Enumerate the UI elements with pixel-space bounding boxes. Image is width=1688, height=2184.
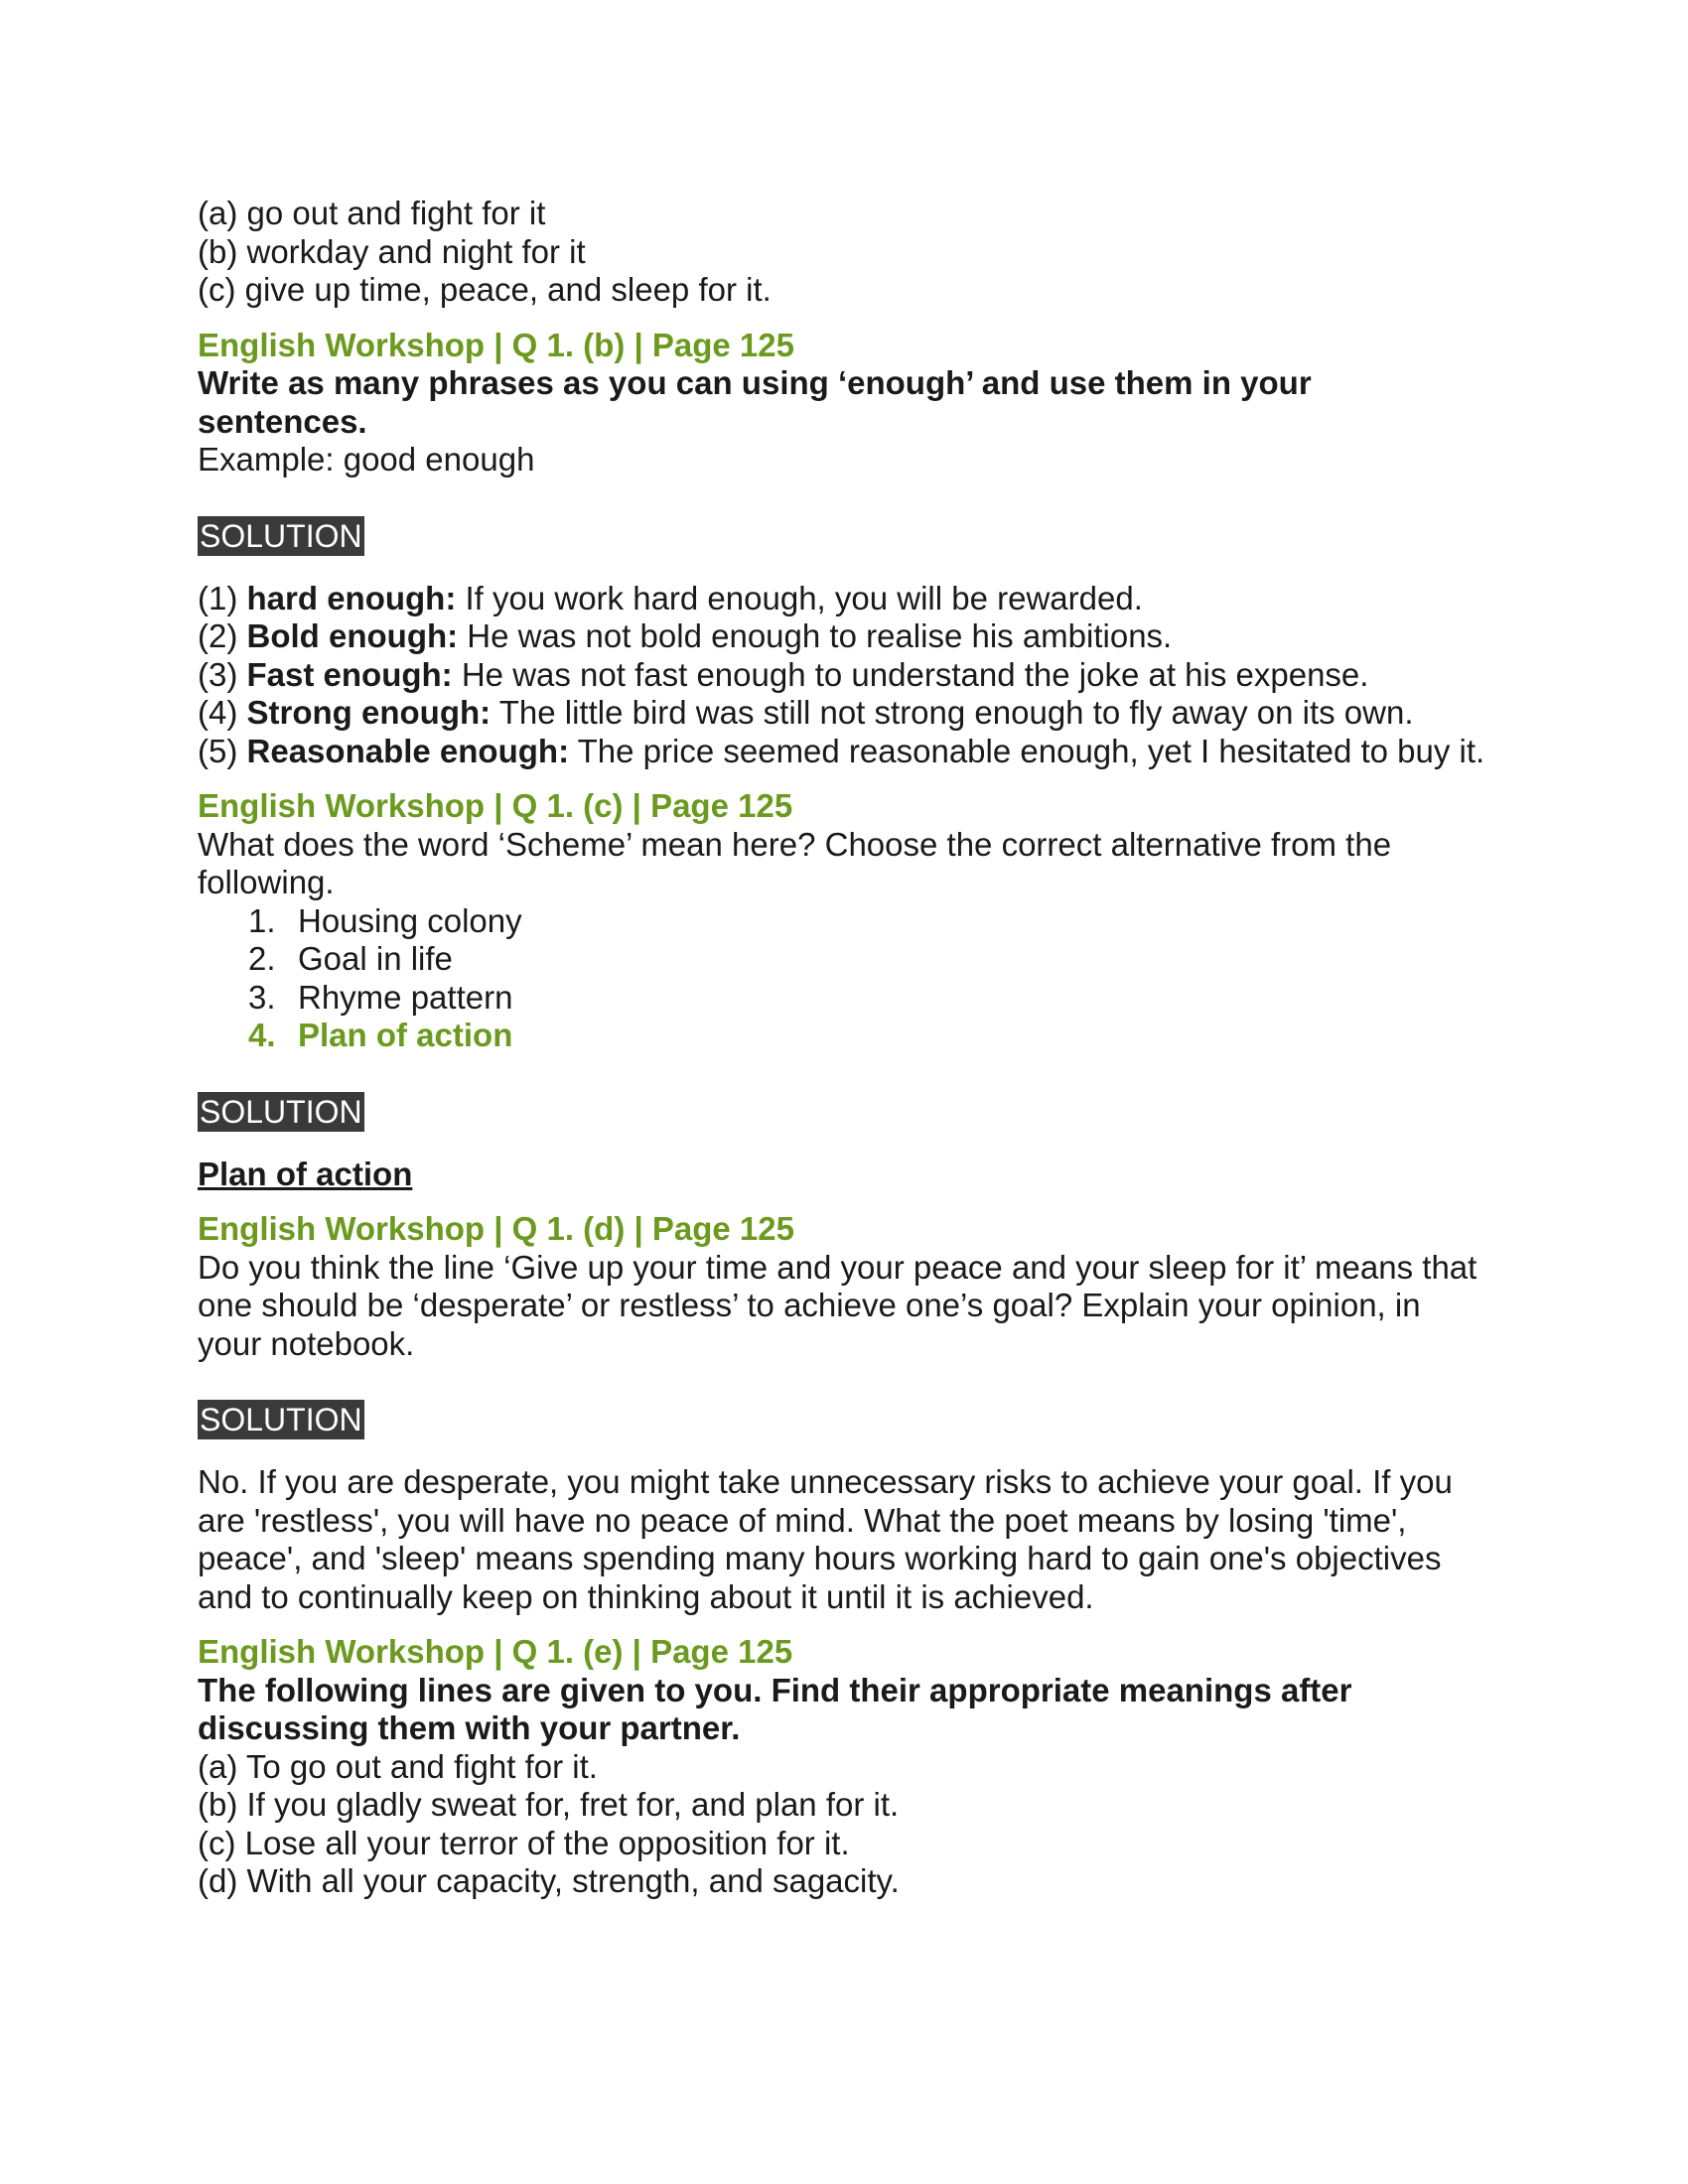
answer-number: (1) bbox=[198, 579, 238, 616]
answer-number: (2) bbox=[198, 617, 238, 654]
answer-term: hard enough: bbox=[246, 579, 457, 616]
option-item bbox=[248, 902, 1488, 941]
answer-term: Strong enough: bbox=[246, 694, 492, 731]
option-item bbox=[248, 979, 1488, 1018]
option-number: 4. bbox=[248, 1017, 276, 1053]
q1b-answer-3 bbox=[198, 656, 1488, 695]
answer-text: He was not bold enough to realise his ambitions. bbox=[458, 617, 1173, 654]
option-number: 1. bbox=[248, 901, 276, 939]
q1c-heading: English Workshop | Q 1. (c) | Page 125 bbox=[198, 787, 793, 824]
option-text: Rhyme pattern bbox=[298, 978, 513, 1016]
q1c-solution-banner bbox=[198, 1092, 1488, 1132]
q1e-line-d: (d) With all your capacity, strength, and sagacity. bbox=[198, 1862, 900, 1899]
intro-line-c: (c) give up time, peace, and sleep for it. bbox=[198, 271, 772, 308]
q1c-question: What does the word ‘Scheme’ mean here? Choose the correct alternative from the following. bbox=[198, 825, 1392, 900]
answer-text: If you work hard enough, you will be rewarded. bbox=[456, 579, 1143, 616]
q1b-answer-1 bbox=[198, 580, 1488, 618]
answer-term: Bold enough: bbox=[246, 617, 459, 654]
q1e-question: The following lines are given to you. Find their appropriate meanings after discussing them with your partner. bbox=[198, 1671, 1352, 1746]
option-item bbox=[248, 940, 1488, 979]
answer-number: (4) bbox=[198, 694, 238, 731]
q1b-heading: English Workshop | Q 1. (b) | Page 125 bbox=[198, 326, 794, 363]
q1b-answer-5 bbox=[198, 733, 1488, 771]
q1c-options-list bbox=[198, 902, 1488, 1055]
q1d-question: Do you think the line ‘Give up your time and your peace and your sleep for it’ means that one should be ‘desperate’ or restless’ to achieve one’s goal? Explain your opinion, in your notebook. bbox=[198, 1248, 1477, 1362]
answer-text: The price seemed reasonable enough, yet I hesitated to buy it. bbox=[569, 732, 1485, 769]
solution-label: SOLUTION bbox=[200, 517, 362, 554]
answer-text: The little bird was still not strong enough to fly away on its own. bbox=[491, 694, 1414, 731]
option-text: Plan of action bbox=[298, 1017, 513, 1053]
answer-term: Fast enough: bbox=[246, 655, 453, 693]
q1e-heading: English Workshop | Q 1. (e) | Page 125 bbox=[198, 1633, 793, 1670]
document-page bbox=[198, 195, 1488, 1901]
q1e-line-b: (b) If you gladly sweat for, fret for, and plan for it. bbox=[198, 1786, 900, 1823]
q1e-line-a: (a) To go out and fight for it. bbox=[198, 1747, 598, 1785]
q1b-answer-4 bbox=[198, 694, 1488, 733]
answer-number: (3) bbox=[198, 655, 238, 693]
q1b-answer-2 bbox=[198, 617, 1488, 656]
answer-number: (5) bbox=[198, 732, 238, 769]
q1b-example: Example: good enough bbox=[198, 441, 535, 478]
q1d-heading: English Workshop | Q 1. (d) | Page 125 bbox=[198, 1210, 794, 1247]
option-number: 3. bbox=[248, 978, 276, 1016]
q1d-answer: No. If you are desperate, you might take unnecessary risks to achieve your goal. If you are 'restless', you will have no peace of mind. What the poet means by losing 'time', peace', and 'sleep' means spending many hours working hard to gain one's objectives and to continually keep on thinking about it until it is achieved. bbox=[198, 1463, 1453, 1615]
q1b-question: Write as many phrases as you can using ‘enough’ and use them in your sentences. bbox=[198, 364, 1312, 440]
answer-text: He was not fast enough to understand the joke at his expense. bbox=[452, 655, 1369, 693]
q1c-answer: Plan of action bbox=[198, 1155, 413, 1192]
solution-label: SOLUTION bbox=[200, 1402, 362, 1437]
intro-line-a: (a) go out and fight for it bbox=[198, 195, 546, 231]
q1b-solution-banner bbox=[198, 516, 1488, 556]
intro-line-b: (b) workday and night for it bbox=[198, 232, 586, 270]
option-item-correct bbox=[248, 1017, 1488, 1055]
option-text: Housing colony bbox=[298, 901, 522, 939]
q1d-solution-banner bbox=[198, 1400, 1488, 1439]
q1e-line-c: (c) Lose all your terror of the opposition for it. bbox=[198, 1824, 850, 1861]
option-number: 2. bbox=[248, 940, 276, 977]
option-text: Goal in life bbox=[298, 940, 453, 977]
solution-label: SOLUTION bbox=[200, 1093, 362, 1130]
answer-term: Reasonable enough: bbox=[246, 732, 570, 769]
